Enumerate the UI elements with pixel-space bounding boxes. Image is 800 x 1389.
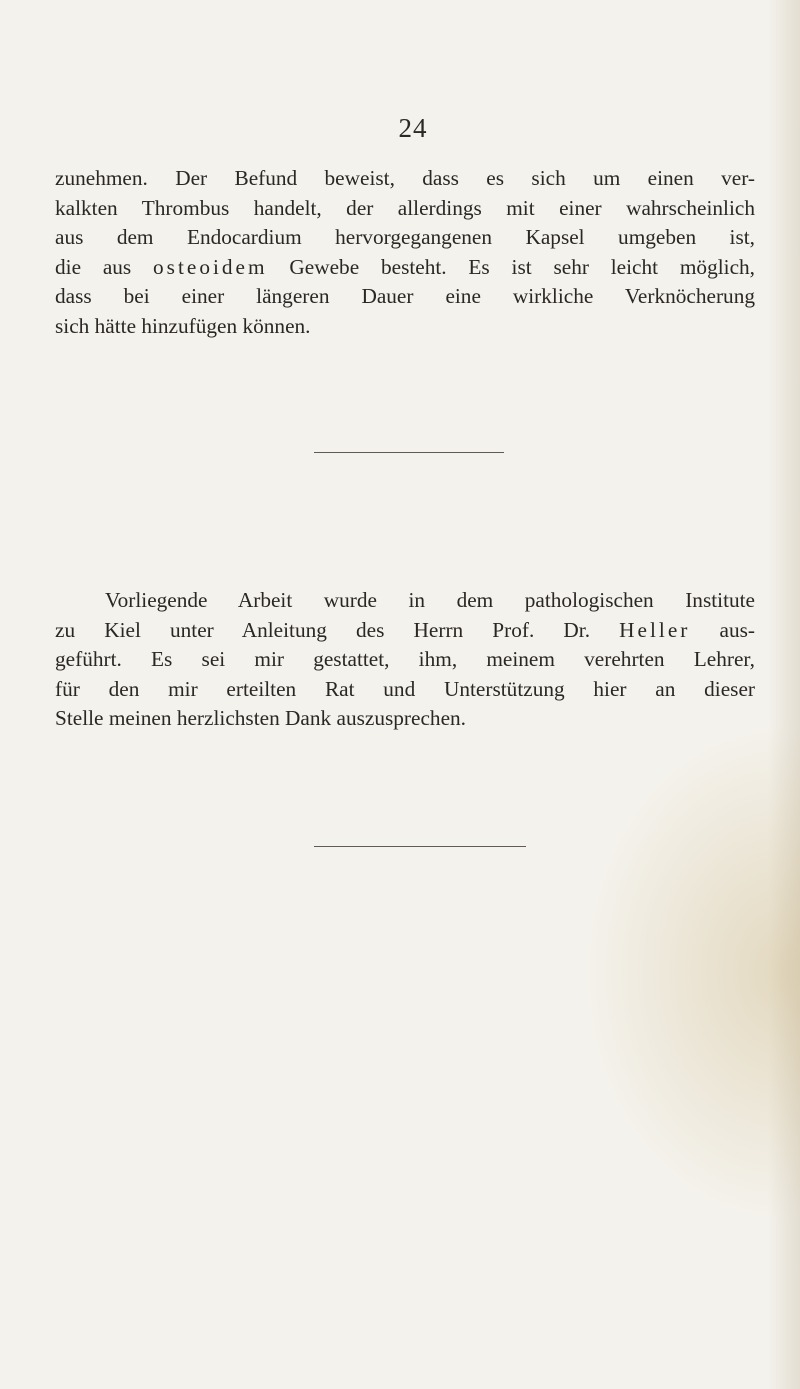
text-line: Stelle meinen herzlichsten Dank auszusprechen. xyxy=(55,706,466,730)
page-number: 24 xyxy=(398,113,428,143)
text-line: sich hätte hinzufügen können. xyxy=(55,313,311,338)
text-line: zunehmen. Der Befund beweist, dass es sich um einen ver- xyxy=(55,166,755,190)
text-line: kalkten Thrombus handelt, der allerdings mit einer wahrscheinlich xyxy=(55,195,755,220)
text-segment: aus- xyxy=(690,617,755,642)
text-line: für den mir erteilten Rat und Unterstützung hier an dieser xyxy=(55,676,755,701)
text-segment: die aus xyxy=(55,254,154,279)
text-segment: zu Kiel unter Anleitung des Herrn Prof. Dr. xyxy=(55,617,620,642)
paragraph-acknowledgement xyxy=(55,586,755,734)
text-line: Vorliegende Arbeit wurde in dem pathologischen Institute xyxy=(105,588,755,612)
text-line: aus dem Endocardium hervorgegangenen Kapsel umgeben ist, xyxy=(55,225,755,249)
paragraph-findings xyxy=(55,164,755,341)
end-divider xyxy=(314,846,526,847)
emphasized-word: osteoidem xyxy=(153,254,268,279)
text-line: geführt. Es sei mir gestattet, ihm, meinem verehrten Lehrer, xyxy=(55,647,755,671)
text-line: dass bei einer längeren Dauer eine wirkliche Verknöcherung xyxy=(55,284,755,308)
text-line xyxy=(55,616,755,646)
text-segment: Gewebe besteht. Es ist sehr leicht möglich, xyxy=(267,254,755,279)
emphasized-name: Heller xyxy=(619,617,691,642)
text-line xyxy=(55,253,755,283)
section-divider xyxy=(314,452,504,453)
